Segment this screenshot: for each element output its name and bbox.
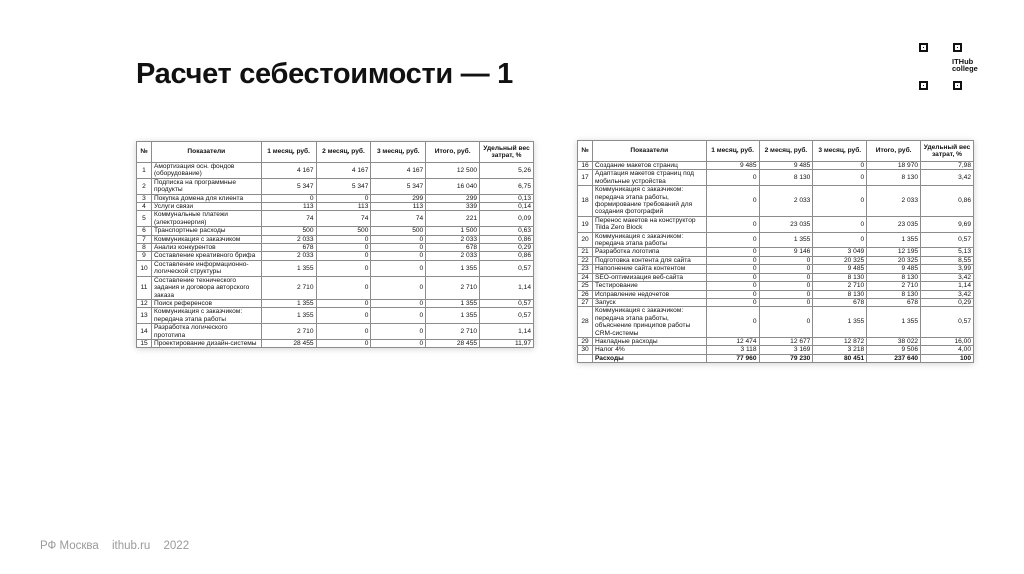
row-label: Проектирование дизайн-системы	[151, 339, 261, 347]
row-value: 0	[706, 290, 759, 298]
row-value: 1 500	[426, 227, 480, 235]
table-row	[578, 337, 974, 345]
row-value: 0	[371, 244, 426, 252]
row-value: 3 218	[813, 346, 867, 354]
table-row	[578, 282, 974, 290]
row-value: 0,86	[921, 186, 974, 217]
row-value: 8 130	[867, 273, 921, 281]
row-value: 0	[813, 216, 867, 232]
row-value: 1 355	[426, 299, 480, 307]
row-label: Коммуникация с заказчиком: передача этапа работы, объяснение принципов работы CRM-системы	[592, 307, 706, 338]
table-header-row	[578, 141, 974, 162]
row-value: 113	[316, 203, 371, 211]
row-value: 12 500	[426, 163, 480, 179]
table-row	[578, 265, 974, 273]
row-value: 0	[371, 299, 426, 307]
row-number: 22	[578, 256, 593, 264]
row-value: 5,13	[921, 248, 974, 256]
row-value: 500	[316, 227, 371, 235]
row-value: 1 355	[426, 260, 480, 276]
row-label: Коммуникация с заказчиком: передача этапа работы, формирование требований для создания фотографий	[592, 186, 706, 217]
row-value: 678	[867, 298, 921, 306]
cost-table-left	[136, 141, 534, 348]
logo-text	[952, 58, 978, 72]
row-number: 5	[137, 211, 152, 227]
row-value: 0,57	[480, 260, 534, 276]
row-value: 9 485	[759, 162, 813, 170]
row-label: Составление технического задания и договора авторского заказа	[151, 276, 261, 299]
row-value: 80 451	[813, 354, 867, 362]
row-value: 8,55	[921, 256, 974, 264]
row-label: Исправление недочетов	[592, 290, 706, 298]
row-label: Услуги связи	[151, 203, 261, 211]
row-value: 74	[261, 211, 316, 227]
row-value: 299	[426, 194, 480, 202]
row-value: 0	[759, 282, 813, 290]
row-value: 3 049	[813, 248, 867, 256]
row-number: 7	[137, 235, 152, 243]
table-row	[578, 307, 974, 338]
row-value: 3 169	[759, 346, 813, 354]
column-header: 2 месяц, руб.	[316, 142, 371, 163]
row-value: 1 355	[261, 308, 316, 324]
row-value: 4,00	[921, 346, 974, 354]
row-value: 1 355	[867, 232, 921, 248]
table-row	[137, 299, 534, 307]
row-label: Перенос макетов на конструктор Tilda Zero Block	[592, 216, 706, 232]
row-value: 2 033	[867, 186, 921, 217]
table-row	[578, 346, 974, 354]
row-label: Разработка логотипа	[592, 248, 706, 256]
row-number: 25	[578, 282, 593, 290]
table-row	[137, 211, 534, 227]
row-number: 30	[578, 346, 593, 354]
row-label: Коммунальные платежи (электроэнергия)	[151, 211, 261, 227]
row-label: Амортизация осн. фондов (оборудование)	[151, 163, 261, 179]
row-value: 0	[316, 339, 371, 347]
row-label: Коммуникация с заказчиком: передача этапа работы	[151, 308, 261, 324]
table-row	[137, 308, 534, 324]
row-value: 74	[371, 211, 426, 227]
row-value: 38 022	[867, 337, 921, 345]
row-value: 9 485	[813, 265, 867, 273]
row-value: 12 872	[813, 337, 867, 345]
row-value: 77 960	[706, 354, 759, 362]
row-value: 11,97	[480, 339, 534, 347]
table-header-row	[137, 142, 534, 163]
row-value: 0	[706, 256, 759, 264]
column-header: Итого, руб.	[426, 142, 480, 163]
logo-square-icon	[953, 43, 962, 52]
row-number: 19	[578, 216, 593, 232]
cost-table-right	[577, 140, 974, 363]
column-header: 3 месяц, руб.	[813, 141, 867, 162]
row-value: 8 130	[813, 290, 867, 298]
row-value: 8 130	[759, 170, 813, 186]
row-value: 7,98	[921, 162, 974, 170]
row-value: 1 355	[261, 299, 316, 307]
row-value: 0,57	[480, 299, 534, 307]
row-value: 0	[371, 324, 426, 340]
row-value: 28 455	[426, 339, 480, 347]
row-value: 9 485	[706, 162, 759, 170]
table-row	[137, 260, 534, 276]
table-row	[137, 235, 534, 243]
row-value: 9 485	[867, 265, 921, 273]
row-number: 26	[578, 290, 593, 298]
table-row	[137, 244, 534, 252]
row-value: 0,13	[480, 194, 534, 202]
row-value: 12 195	[867, 248, 921, 256]
row-value: 500	[261, 227, 316, 235]
footer	[40, 540, 199, 552]
row-value: 0	[706, 265, 759, 273]
row-label: Разработка логического прототипа	[151, 324, 261, 340]
row-value: 0	[706, 186, 759, 217]
row-value: 2 033	[426, 252, 480, 260]
table-row	[137, 252, 534, 260]
row-value: 0	[371, 235, 426, 243]
row-value: 0	[371, 308, 426, 324]
row-number: 3	[137, 194, 152, 202]
row-value: 0	[371, 276, 426, 299]
row-value: 0	[706, 273, 759, 281]
row-value: 0	[813, 170, 867, 186]
table-row	[137, 178, 534, 194]
row-value: 0	[759, 273, 813, 281]
row-value: 20 325	[813, 256, 867, 264]
row-value: 100	[921, 354, 974, 362]
logo-square-icon	[953, 81, 962, 90]
row-value: 1 355	[759, 232, 813, 248]
column-header: №	[578, 141, 593, 162]
row-number: 27	[578, 298, 593, 306]
row-value: 678	[426, 244, 480, 252]
row-value: 0	[706, 282, 759, 290]
row-value: 5 347	[316, 178, 371, 194]
row-value: 18 970	[867, 162, 921, 170]
table-row	[578, 186, 974, 217]
table-row	[578, 216, 974, 232]
row-label: Запуск	[592, 298, 706, 306]
column-header: 1 месяц, руб.	[261, 142, 316, 163]
logo-square-icon	[919, 43, 928, 52]
row-label: Составление информационно-логической структуры	[151, 260, 261, 276]
row-number: 12	[137, 299, 152, 307]
table-row	[578, 170, 974, 186]
total-row	[578, 354, 974, 362]
row-value: 0	[759, 290, 813, 298]
footer-site: ithub.ru	[111, 540, 151, 552]
row-value: 1 355	[261, 260, 316, 276]
row-value: 0	[706, 307, 759, 338]
row-value: 1 355	[867, 307, 921, 338]
row-value: 1,14	[480, 324, 534, 340]
row-value: 0	[706, 232, 759, 248]
row-value: 0,86	[480, 235, 534, 243]
row-value: 74	[316, 211, 371, 227]
row-value: 20 325	[867, 256, 921, 264]
row-label: Наполнение сайта контентом	[592, 265, 706, 273]
row-value: 3,42	[921, 273, 974, 281]
column-header: Удельный вес затрат, %	[480, 142, 534, 163]
row-number: 20	[578, 232, 593, 248]
logo-line-1: ITHub	[952, 57, 974, 66]
row-number: 23	[578, 265, 593, 273]
row-value: 2 710	[261, 276, 316, 299]
row-value: 6,75	[480, 178, 534, 194]
column-header: Удельный вес затрат, %	[921, 141, 974, 162]
row-label: Транспортные расходы	[151, 227, 261, 235]
row-number: 11	[137, 276, 152, 299]
row-label: Подготовка контента для сайта	[592, 256, 706, 264]
row-value: 678	[813, 298, 867, 306]
row-value: 23 035	[867, 216, 921, 232]
row-value: 0	[316, 260, 371, 276]
row-value: 1,14	[921, 282, 974, 290]
row-value: 0	[316, 235, 371, 243]
row-number: 13	[137, 308, 152, 324]
row-value: 0	[316, 252, 371, 260]
ithub-college-logo	[919, 43, 989, 95]
row-value: 0	[706, 216, 759, 232]
column-header: Показатели	[592, 141, 706, 162]
row-value: 0,57	[921, 307, 974, 338]
column-header: 1 месяц, руб.	[706, 141, 759, 162]
row-value: 5 347	[261, 178, 316, 194]
row-value: 4 167	[371, 163, 426, 179]
row-value: 9,69	[921, 216, 974, 232]
row-value: 8 130	[867, 290, 921, 298]
row-value: 0,09	[480, 211, 534, 227]
row-value: 0	[759, 307, 813, 338]
row-value: 0	[371, 260, 426, 276]
row-value: 500	[371, 227, 426, 235]
row-value: 0,14	[480, 203, 534, 211]
row-value: 0	[706, 298, 759, 306]
row-value: 0	[371, 339, 426, 347]
row-value: 2 710	[813, 282, 867, 290]
row-label: Анализ конкурентов	[151, 244, 261, 252]
row-number: 6	[137, 227, 152, 235]
row-value: 0	[316, 324, 371, 340]
table-row	[578, 256, 974, 264]
row-number: 15	[137, 339, 152, 347]
row-value: 0,57	[480, 308, 534, 324]
row-number: 16	[578, 162, 593, 170]
slide-title: Расчет себестоимости — 1	[136, 58, 513, 90]
table-row	[137, 227, 534, 235]
row-label: Поиск референсов	[151, 299, 261, 307]
row-value: 79 230	[759, 354, 813, 362]
row-value: 0	[261, 194, 316, 202]
row-value: 0	[316, 194, 371, 202]
row-number: 21	[578, 248, 593, 256]
row-value: 4 167	[261, 163, 316, 179]
row-value: 2 033	[426, 235, 480, 243]
column-header: №	[137, 142, 152, 163]
row-label: Покупка домена для клиента	[151, 194, 261, 202]
table-row	[578, 298, 974, 306]
table-row	[578, 232, 974, 248]
row-number	[578, 354, 593, 362]
row-value: 0,29	[921, 298, 974, 306]
table-row	[137, 276, 534, 299]
row-value: 3,42	[921, 170, 974, 186]
row-label: Адаптация макетов страниц под мобильные устройства	[592, 170, 706, 186]
row-label: SEO-оптимизация веб-сайта	[592, 273, 706, 281]
row-number: 18	[578, 186, 593, 217]
row-value: 0	[706, 170, 759, 186]
row-value: 2 033	[261, 235, 316, 243]
row-value: 2 710	[867, 282, 921, 290]
column-header: 2 месяц, руб.	[759, 141, 813, 162]
column-header: Показатели	[151, 142, 261, 163]
row-value: 23 035	[759, 216, 813, 232]
row-value: 0	[759, 265, 813, 273]
row-value: 16 040	[426, 178, 480, 194]
row-value: 678	[261, 244, 316, 252]
row-value: 0	[316, 244, 371, 252]
table-row	[578, 273, 974, 281]
row-value: 0	[759, 256, 813, 264]
row-label: Накладные расходы	[592, 337, 706, 345]
row-value: 1 355	[426, 308, 480, 324]
row-number: 2	[137, 178, 152, 194]
row-value: 12 474	[706, 337, 759, 345]
row-value: 0	[371, 252, 426, 260]
row-value: 0,57	[921, 232, 974, 248]
row-value: 299	[371, 194, 426, 202]
table-row	[578, 248, 974, 256]
row-value: 237 640	[867, 354, 921, 362]
row-number: 17	[578, 170, 593, 186]
row-value: 5,26	[480, 163, 534, 179]
row-value: 5 347	[371, 178, 426, 194]
row-value: 1,14	[480, 276, 534, 299]
row-label: Коммуникация с заказчиком: передача этапа работы	[592, 232, 706, 248]
table-row	[137, 324, 534, 340]
row-value: 0	[813, 232, 867, 248]
column-header: Итого, руб.	[867, 141, 921, 162]
table-row	[578, 290, 974, 298]
row-value: 8 130	[813, 273, 867, 281]
row-value: 9 146	[759, 248, 813, 256]
row-value: 12 677	[759, 337, 813, 345]
row-number: 24	[578, 273, 593, 281]
row-number: 8	[137, 244, 152, 252]
row-label: Составление креативного брифа	[151, 252, 261, 260]
row-label: Тестирование	[592, 282, 706, 290]
row-value: 0,86	[480, 252, 534, 260]
row-value: 9 506	[867, 346, 921, 354]
row-value: 0	[706, 248, 759, 256]
row-label: Налог 4%	[592, 346, 706, 354]
table-row	[137, 339, 534, 347]
row-number: 10	[137, 260, 152, 276]
row-value: 113	[261, 203, 316, 211]
table-row	[137, 163, 534, 179]
row-value: 339	[426, 203, 480, 211]
row-value: 3,42	[921, 290, 974, 298]
row-value: 2 710	[426, 324, 480, 340]
row-label: Создание макетов страниц	[592, 162, 706, 170]
table-row	[137, 194, 534, 202]
row-label: Подписка на программные продукты	[151, 178, 261, 194]
logo-line-2: college	[952, 64, 978, 73]
footer-year: 2022	[163, 540, 190, 552]
row-number: 14	[137, 324, 152, 340]
row-number: 1	[137, 163, 152, 179]
row-value: 8 130	[867, 170, 921, 186]
logo-square-icon	[919, 81, 928, 90]
row-value: 16,00	[921, 337, 974, 345]
row-number: 29	[578, 337, 593, 345]
row-value: 113	[371, 203, 426, 211]
row-value: 0	[813, 186, 867, 217]
column-header: 3 месяц, руб.	[371, 142, 426, 163]
row-value: 2 710	[426, 276, 480, 299]
row-value: 0	[759, 298, 813, 306]
row-label: Коммуникация с заказчиком	[151, 235, 261, 243]
row-value: 221	[426, 211, 480, 227]
row-value: 2 710	[261, 324, 316, 340]
row-value: 4 167	[316, 163, 371, 179]
row-value: 2 033	[759, 186, 813, 217]
row-number: 28	[578, 307, 593, 338]
row-value: 0	[813, 162, 867, 170]
row-value: 3 118	[706, 346, 759, 354]
row-value: 3,99	[921, 265, 974, 273]
row-value: 0	[316, 276, 371, 299]
row-value: 0,29	[480, 244, 534, 252]
row-value: 2 033	[261, 252, 316, 260]
table-row	[137, 203, 534, 211]
row-value: 1 355	[813, 307, 867, 338]
row-number: 9	[137, 252, 152, 260]
footer-city: РФ Москва	[40, 540, 99, 552]
table-row	[578, 162, 974, 170]
row-number: 4	[137, 203, 152, 211]
row-value: 0	[316, 308, 371, 324]
row-value: 0,63	[480, 227, 534, 235]
row-value: 28 455	[261, 339, 316, 347]
row-label: Расходы	[592, 354, 706, 362]
row-value: 0	[316, 299, 371, 307]
